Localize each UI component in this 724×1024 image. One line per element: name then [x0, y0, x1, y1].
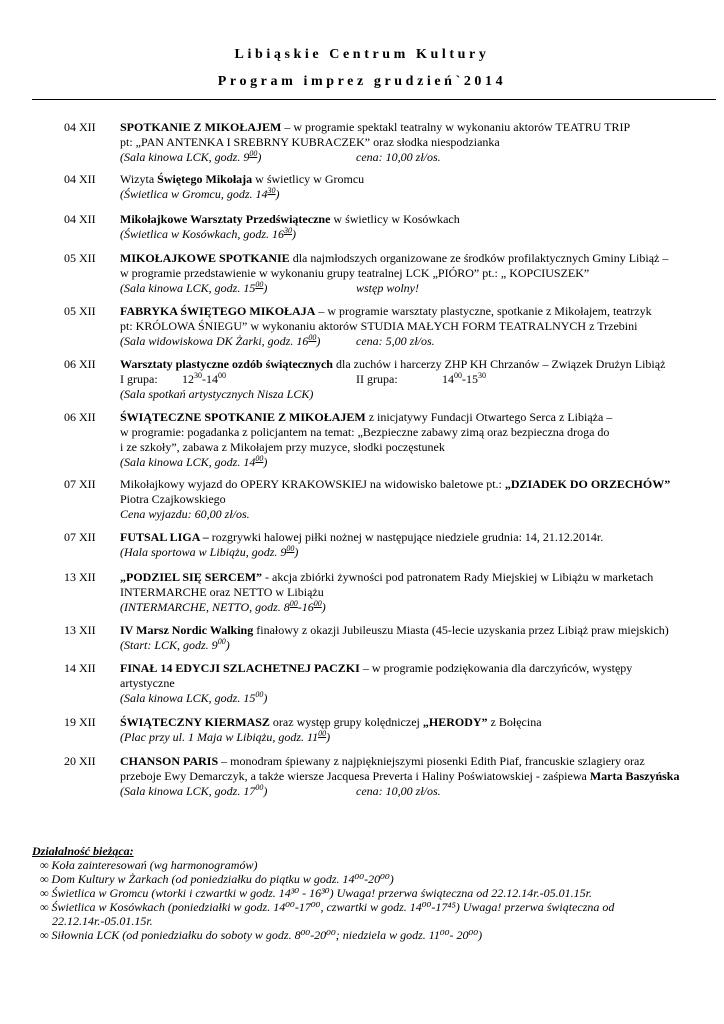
event-place-mid: -16 [297, 600, 314, 614]
event-text: w świetlicy w Kosówkach [330, 212, 460, 226]
event-date: 05 XII [64, 251, 96, 265]
event-place-end: ) [225, 638, 230, 652]
time-sup: 30 [478, 371, 486, 380]
event-text: z inicjatywy Fundacji Otwartego Serca z Libiąża – [365, 410, 613, 424]
event-text: z Bołęcina [487, 715, 542, 729]
ongoing-activities [32, 844, 712, 942]
event-place: (Sala kinowa LCK, godz. 14 [120, 455, 256, 469]
event-title: „PODZIEL SIĘ SERCEM” [120, 570, 263, 584]
event-pre: Mikołajkowy wyjazd do OPERY KRAKOWSKIEJ na widowisko baletowe pt.: [120, 477, 505, 491]
event-title-2: „HERODY” [422, 715, 488, 729]
event-title: MIKOŁAJKOWE SPOTKANIE [120, 251, 290, 265]
time-sup: 00 [318, 729, 327, 738]
ongoing-item: ∞ Siłownia LCK (od poniedziałku do soboty w godz. 8⁰⁰-20⁰⁰; niedziela w godz. 11⁰⁰- 20⁰⁰) [40, 928, 483, 942]
event-date: 07 XII [64, 477, 96, 491]
header-divider [32, 99, 716, 100]
event-text: w programie przedstawienie w wykonaniu grupy teatralnej LCK „PIÓRO” pt.: „ KOPCIUSZEK” [120, 266, 590, 280]
group-label: II grupa: [356, 372, 398, 386]
time-sup: 00 [217, 637, 226, 646]
event-place-end: ) [263, 784, 268, 798]
ongoing-item: ∞ Świetlica w Gromcu (wtorki i czwartki w godz. 14³⁰ - 16³⁰) Uwaga! przerwa świąteczna od 22.12.14r.-05.01.15r. [40, 886, 592, 900]
event-title: FUTSAL LIGA – [120, 530, 209, 544]
event-title: Mikołajkowe Warsztaty Przedświąteczne [120, 212, 331, 226]
event-date: 07 XII [64, 530, 96, 544]
group-time-end: -14 [202, 372, 218, 386]
time-sup: 00 [454, 371, 462, 380]
event-date: 06 XII [64, 410, 96, 424]
event-title: SPOTKANIE Z MIKOŁAJEM [120, 120, 282, 134]
event-title: Warsztaty plastyczne ozdób świątecznych [120, 357, 333, 371]
event-place: (Start: LCK, godz. 9 [120, 638, 218, 652]
event-date: 13 XII [64, 570, 96, 584]
event-title: FABRYKA ŚWIĘTEGO MIKOŁAJA [120, 304, 316, 318]
event-text: w świetlicy w Gromcu [252, 172, 365, 186]
time-sup: 30 [267, 186, 276, 195]
event-place: (Świetlica w Gromcu, godz. 14 [120, 187, 268, 201]
time-sup: 30 [284, 226, 292, 235]
event-place: (Sala kinowa LCK, godz. 15 [120, 691, 256, 705]
event-date: 04 XII [64, 212, 96, 226]
event-place-end: ) [292, 227, 296, 241]
event-place-end: ) [294, 545, 299, 559]
group-time-end: -15 [462, 372, 478, 386]
event-date: 20 XII [64, 754, 96, 768]
event-text: - akcja zbiórki żywności pod patronatem Rady Miejskiej w Libiążu w marketach [262, 570, 654, 584]
event-place: (Hala sportowa w Libiążu, godz. 9 [120, 545, 287, 559]
event-date: 06 XII [64, 357, 96, 371]
event-text: w programie: pogadanka z policjantem na temat: „Bezpieczne zabawy zimą oraz bezpieczna droga do [120, 425, 610, 439]
event-place: (Sala spotkań artystycznych Nisza LCK) [120, 387, 314, 401]
event-pre: Wizyta [120, 172, 158, 186]
event-title: FINAŁ 14 EDYCJI SZLACHETNEJ PACZKI [120, 661, 360, 675]
time-sup: 00 [308, 333, 317, 342]
event-place: (Sala kinowa LCK, godz. 17 [120, 784, 256, 798]
ongoing-title: Działalność bieżąca: [32, 844, 134, 858]
time-sup: 00 [286, 544, 295, 553]
time-sup: 00 [255, 454, 264, 463]
event-place-end: ) [275, 187, 280, 201]
group-time: 12 [182, 372, 194, 386]
event-place-end: ) [316, 334, 321, 348]
event-place-end: ) [263, 281, 268, 295]
ongoing-item: ∞ Koła zainteresowań (wg harmonogramów) [40, 858, 258, 872]
event-price: Cena wyjazdu: 60,00 zł/os. [120, 507, 250, 521]
event-place: (Świetlica w Kosówkach, godz. 16 [120, 227, 284, 241]
event-price: cena: 10,00 zł/os. [356, 784, 441, 798]
event-text: finałowy z okazji Jubileuszu Miasta (45-lecie uzyskania przez Libiąż praw miejskich) [253, 623, 669, 637]
performer-name: Marta Baszyńska [589, 769, 680, 783]
event-text: pt: KRÓLOWA ŚNIEGU” w wykonaniu aktorów STUDIA MAŁYCH FORM TEATRALNYCH z Trzebini [120, 319, 638, 333]
time-sup: 00 [255, 280, 264, 289]
event-text: przeboje Ewy Demarczyk, a także wiersze Jacquesa Preverta i Haliny Poświatowskiej - zaśpiewa [120, 769, 590, 783]
event-text: – w programie spektakl teatralny w wykonaniu aktorów TEATRU TRIP [281, 120, 631, 134]
event-text: dla zuchów i harcerzy ZHP KH Chrzanów – Związek Drużyn Libiąż [332, 357, 666, 371]
event-text: INTERMARCHE oraz NETTO w Libiążu [120, 585, 324, 599]
event-text: i ze szkoły”, zabawa z Mikołajem przy muzyce, słodki poczęstunek [120, 440, 445, 454]
event-title: ŚWIĄTECZNE SPOTKANIE Z MIKOŁAJEM [120, 410, 366, 424]
time-sup: 00 [218, 371, 226, 380]
time-sup: 30 [194, 371, 202, 380]
event-place-end: ) [257, 150, 262, 164]
event-place-end: ) [321, 600, 326, 614]
event-place: (Sala kinowa LCK, godz. 15 [120, 281, 256, 295]
org-title: Libiąskie Centrum Kultury [234, 47, 490, 62]
event-place: (INTERMARCHE, NETTO, godz. 8 [120, 600, 290, 614]
group-time: 14 [442, 372, 454, 386]
event-text: dla najmłodszych organizowane ze środków profilaktycznych Gminy Libiąż – [289, 251, 669, 265]
event-title: „DZIADEK DO ORZECHÓW” [504, 477, 671, 491]
time-sup: 00 [255, 783, 264, 792]
event-text: rozgrywki halowej piłki nożnej w następujące niedziele grudnia: 14, 21.12.2014r. [208, 530, 604, 544]
event-date: 19 XII [64, 715, 96, 729]
event-price: cena: 5,00 zł/os. [356, 334, 435, 348]
event-text: artystyczne [120, 676, 175, 690]
event-title: Świętego Mikołaja [157, 172, 253, 186]
event-text: – monodram śpiewany z najpiękniejszymi piosenki Edith Piaf, francuskie szlagiery oraz [218, 754, 645, 768]
event-date: 14 XII [64, 661, 96, 675]
event-date: 13 XII [64, 623, 96, 637]
event-title: CHANSON PARIS [120, 754, 219, 768]
event-price: wstęp wolny! [356, 281, 419, 295]
event-place-end: ) [263, 691, 268, 705]
event-title: ŚWIĄTECZNY KIERMASZ [120, 715, 270, 729]
group-label: I grupa: [120, 372, 158, 386]
event-text: pt: „PAN ANTENKA I SREBRNY KUBRACZEK” oraz słodka niespodzianka [120, 135, 500, 149]
time-sup: 00 [249, 149, 258, 158]
time-sup: 00 [313, 599, 322, 608]
ongoing-item: ∞ Dom Kultury w Żarkach (od poniedziałku do piątku w godz. 14⁰⁰-20⁰⁰) [40, 872, 394, 886]
event-text: oraz występ grupy kolędniczej [269, 715, 423, 729]
event-date: 04 XII [64, 120, 96, 134]
event-date: 05 XII [64, 304, 96, 318]
program-title: Program imprez grudzień`2014 [217, 74, 507, 89]
time-sup: 00 [255, 690, 264, 699]
event-place: (Plac przy ul. 1 Maja w Libiążu, godz. 11 [120, 730, 319, 744]
time-sup: 00 [289, 599, 298, 608]
event-place-end: ) [326, 730, 331, 744]
event-text: Piotra Czajkowskiego [120, 492, 226, 506]
ongoing-item: ∞ Świetlica w Kosówkach (poniedziałki w godz. 14⁰⁰-17⁰⁰, czwartki w godz. 14⁰⁰-17⁴⁵) Uwaga! przerwa świąteczna od 22.12.14r.-05.01.15r. [40, 900, 615, 928]
event-title: IV Marsz Nordic Walking [120, 623, 254, 637]
event-place-end: ) [263, 455, 268, 469]
event-date: 04 XII [64, 172, 96, 186]
event-text: – w programie podziękowania dla darczyńców, występy [359, 661, 633, 675]
event-price: cena: 10,00 zł/os. [356, 150, 441, 164]
event-place: (Sala kinowa LCK, godz. 9 [120, 150, 250, 164]
event-text: – w programie warsztaty plastyczne, spotkanie z Mikołajem, teatrzyk [315, 304, 652, 318]
event-place: (Sala widowiskowa DK Żarki, godz. 16 [120, 334, 309, 348]
